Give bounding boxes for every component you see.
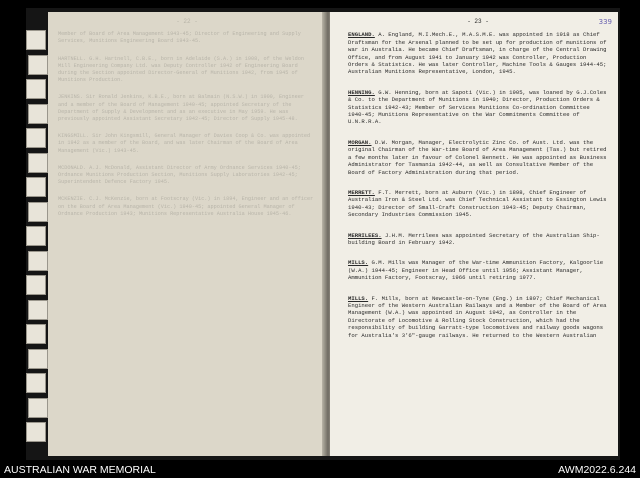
entry-text: J.H.M. Merrilees was appointed Secretary of the Australian Ship-building Board in February 1942. [348, 231, 600, 246]
index-tab [26, 128, 46, 148]
left-page-number: - 22 - [176, 18, 198, 25]
index-tab [26, 422, 46, 442]
accession-number: AWM2022.6.244 [558, 464, 636, 476]
ghost-paragraph: KINGSMILL. Sir John Kingsmill, General Manager of Davies Coop & Co. was appointed in 1942 as a member of the Board, and was later Chairman of the Board of Area Management (Vic.) 1943-45. [58, 133, 311, 154]
index-tab [26, 226, 46, 246]
entry-mills-gm [348, 259, 608, 281]
caption-bar [0, 462, 640, 478]
index-tab [28, 202, 48, 222]
right-page [330, 12, 618, 456]
index-tab [26, 79, 46, 99]
index-tab [28, 349, 48, 369]
index-tab [28, 398, 48, 418]
index-tab [28, 251, 48, 271]
ghost-paragraph: MCDONALD. A.J. McDonald, Assistant Director of Army Ordnance Services 1940-45; Ordnance Munitions Production Section, Munitions Supply Laboratories 1942-45; Superintendent Defence Factory 1945. [58, 164, 301, 186]
index-tabs [26, 30, 50, 450]
index-tab [28, 55, 48, 75]
entry-name: MILLS. [348, 294, 369, 302]
institution-label: AUSTRALIAN WAR MEMORIAL [4, 464, 156, 476]
ghost-paragraph: JENKINS. Sir Ronald Jenkins, K.B.E., born at Balmain (N.S.W.) in 1900, Engineer and a member of the Board of Management 1940-45; appointed Secretary of the Department of Supply & Development and as an executive in May 1959. He was previously appointed Assistant Secretary 1942-45; Director of Supply 1945-48. [58, 94, 304, 123]
left-page-ghost-text [58, 18, 316, 228]
entry-text: D.W. Morgan, Manager, Electrolytic Zinc Co. of Aust. Ltd. was the original Chairman of the War-time Board of Area Management (Tas.) but retired a few months later in favour of Colonel Bennett. He was appointed as Business Administrator for Tasmania 1942-44, as well as Consultative Member of the Board of Factory Administration during that period. [348, 138, 607, 176]
entry-text: A. England, M.I.Mech.E., M.A.S.M.E. was appointed in 1918 as Chief Draftsman for the Arsenal planned to be set up for production of munitions of war in Australia. He became Chief Draftsman, in charge of the Central Drawing Office, and from August 1941 to January 1942 was Controller, Production Orders & Statistics. He was later Controller, Machine Tools & Gauges 1944-45; Australian Munitions Representative, London, 1945. [348, 31, 607, 76]
index-tab [26, 177, 46, 197]
index-tab [26, 30, 46, 50]
entry-morgan [348, 139, 608, 176]
entry-text: F. Mills, born at Newcastle-on-Tyne (Eng.) in 1897; Chief Mechanical Engineer of the Western Australian Railways and a Member of the Board of Area Management (W.A.) was appointed in August 1942, as Controller in the Directorate of Locomotive & Rolling Stock Construction, which had the responsibility of building Garratt-type locomotives and railway goods wagons for Australia's 3'6"-gauge railways. He returned to the Western Australian [348, 294, 607, 339]
right-page-number: - 23 - [467, 18, 489, 25]
entry-name: MILLS. [348, 259, 369, 267]
entry-name: HENNING. [348, 88, 375, 96]
index-tab [28, 104, 48, 124]
entry-name: MERRILEES. [348, 231, 382, 239]
index-tab [28, 300, 48, 320]
entry-henning [348, 89, 608, 126]
index-tab [28, 153, 48, 173]
index-tab [26, 275, 46, 295]
entry-name: MORGAN. [348, 138, 372, 146]
index-tab [26, 373, 46, 393]
ghost-paragraph: Member of Board of Area Management 1943-45; Director of Engineering and Supply Services, Munitions Engineering Board 1943-45. [58, 31, 301, 45]
ghost-paragraph: HARTNELL. G.H. Hartnell, C.B.E., born in Adelaide (S.A.) in 1908, of the Weldon Mill Engineering Company Ltd. was Deputy Controller 1942 of Engineering Board during the Section appointed Director-General of Munitions 1942, from 1945 of Munitions Production. [58, 55, 304, 84]
entry-text: G.M. Mills was Manager of the War-time Ammunition Factory, Kalgoorlie (W.A.) 1944-45; Engineer in Head Office until 1956; Assistant Manager, Ammunition Factory, Footscray, 1966 until retiring 1977. [348, 259, 604, 282]
entry-text: F.T. Merrett, born at Auburn (Vic.) in 1898, Chief Engineer of Australian Iron & Steel Ltd. was Chief Technical Assistant to Essington Lewis 1940-43; Director of Small-Craft Construction 1943-45; Deputy Chairman, Secondary Industries Commission 1945. [348, 188, 607, 219]
folio-number: 339 [598, 18, 612, 26]
left-page [48, 12, 326, 456]
entry-merrilees [348, 232, 608, 247]
entry-name: ENGLAND. [348, 31, 375, 39]
entry-text: G.W. Henning, born at Sapoti (Vic.) in 1905, was loaned by G.J.Coles & Co. to the Department of Munitions in 1940; Director, Production Orders & Statistics 1942-43; Member of Services Munitions Co-ordination Committee 1940-45; Munitions Representative on the War Commitments Committee of U.N.R.R.A. [348, 88, 607, 126]
entry-england [348, 31, 608, 75]
entry-merrett [348, 189, 608, 219]
entry-mills-f [348, 295, 608, 339]
ghost-paragraph: MCKENZIE. C.J. McKenzie, born at Footscray (Vic.) in 1894, Engineer and an officer on the Board of Area Management (Vic.) 1940-45; appointed General Manager of Ordnance Production 1943; Munitions Representative Australia House 1945-46. [58, 196, 314, 217]
entry-name: MERRETT. [348, 188, 375, 196]
index-tab [26, 324, 46, 344]
